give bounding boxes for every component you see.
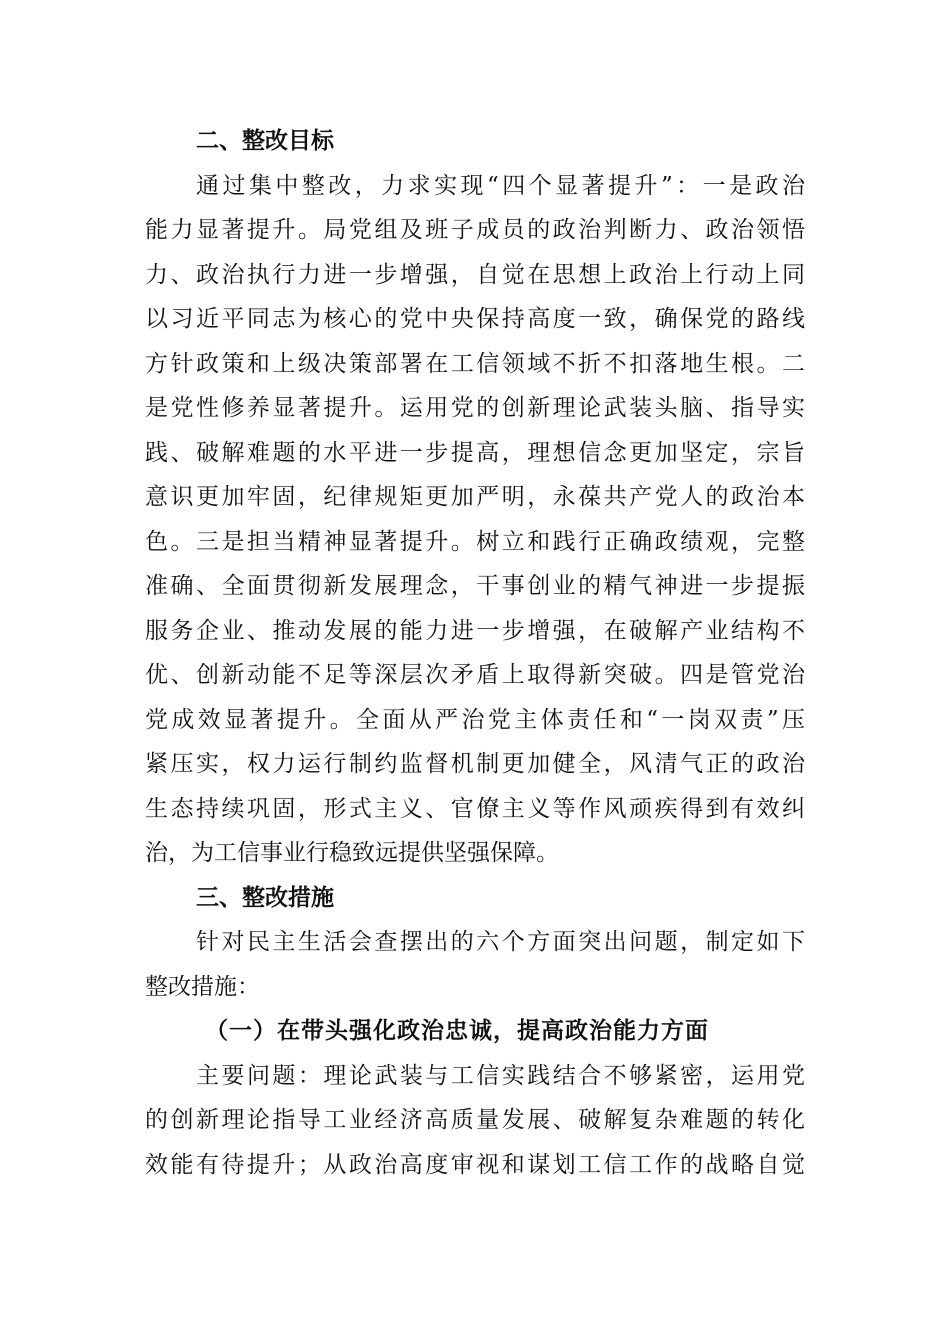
paragraph-line: 是党性修养显著提升。运用党的创新理论武装头脑、指导实 — [145, 395, 805, 421]
paragraph-line: 服务企业、推动发展的能力进一步增强，在破解产业结构不 — [145, 617, 805, 644]
section-heading-goals: 二、整改目标 — [196, 128, 334, 154]
paragraph-line: 紧压实，权力运行制约监督机制更加健全，风清气正的政治 — [145, 751, 805, 777]
paragraph-line: 生态持续巩固，形式主义、官僚主义等作风顽疾得到有效纠 — [145, 795, 805, 822]
paragraph-line: 能力显著提升。局党组及班子成员的政治判断力、政治领悟 — [145, 217, 805, 243]
paragraph-line: 以习近平同志为核心的党中央保持高度一致，确保党的路线 — [145, 306, 805, 332]
paragraph-line: 意识更加牢固，纪律规矩更加严明，永葆共产党人的政治本 — [145, 484, 805, 510]
section-heading-measures: 三、整改措施 — [196, 884, 334, 911]
paragraph-line: 治，为工信事业行稳致远提供坚强保障。 — [145, 840, 559, 866]
paragraph-line: 效能有待提升；从政治高度审视和谋划工信工作的战略自觉 — [145, 1151, 805, 1178]
document-page — [145, 119, 805, 1187]
paragraph-line: 党成效显著提升。全面从严治党主体责任和“一岗双责”压 — [145, 706, 805, 733]
paragraph-line: 优、创新动能不足等深层次矛盾上取得新突破。四是管党治 — [145, 662, 805, 688]
paragraph-line: 针对民主生活会查摆出的六个方面突出问题，制定如下 — [196, 929, 805, 955]
paragraph-line: 通过集中整改，力求实现“四个显著提升”：一是政治 — [196, 172, 805, 199]
paragraph-line: 整改措施： — [145, 973, 260, 1000]
paragraph-line: 方针政策和上级决策部署在工信领域不折不扣落地生根。二 — [145, 350, 805, 377]
subsection-heading: （一）在带头强化政治忠诚，提高政治能力方面 — [205, 1017, 709, 1044]
paragraph-line: 力、政治执行力进一步增强，自觉在思想上政治上行动上同 — [145, 261, 805, 288]
paragraph-line: 践、破解难题的水平进一步提高，理想信念更加坚定，宗旨 — [145, 439, 805, 466]
paragraph-line: 色。三是担当精神显著提升。树立和践行正确政绩观，完整 — [145, 528, 805, 555]
paragraph-line: 的创新理论指导工业经济高质量发展、破解复杂难题的转化 — [145, 1107, 805, 1133]
paragraph-line: 准确、全面贯彻新发展理念，干事创业的精气神进一步提振 — [145, 573, 805, 599]
paragraph-line: 主要问题：理论武装与工信实践结合不够紧密，运用党 — [196, 1062, 805, 1089]
